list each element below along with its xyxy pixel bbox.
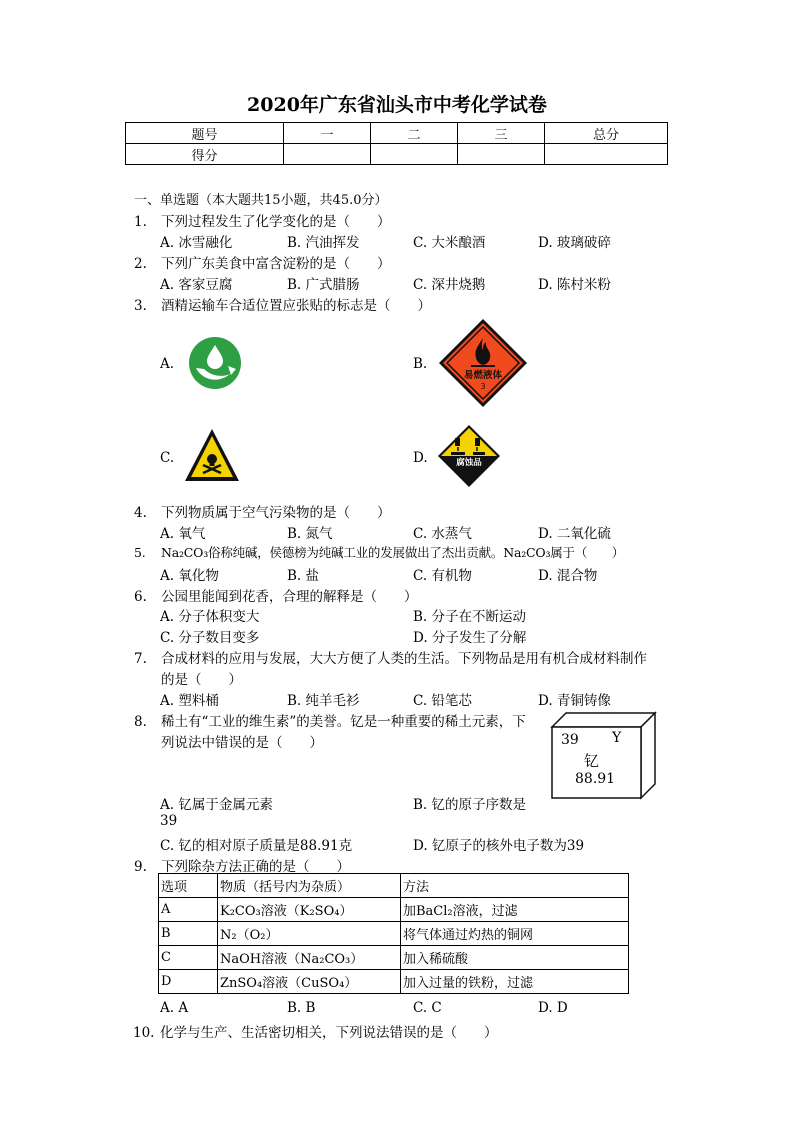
option[interactable]: B. 纯羊毛衫 (287, 693, 360, 709)
question-3: 3. 酒精运输车合适位置应张贴的标志是（ ） (134, 298, 431, 314)
table-cell: A (159, 898, 218, 922)
table-cell: K₂CO₃溶液（K₂SO₄） (218, 898, 401, 922)
option[interactable]: B. 盐 (287, 568, 320, 584)
question-8: 8. 稀土有“工业的维生素”的美誉。钇是一种重要的稀土元素，下 (134, 714, 526, 730)
table-cell: B (159, 922, 218, 946)
score-header-cell: 题号 (126, 123, 284, 144)
option[interactable]: C. 有机物 (413, 568, 472, 584)
table-cell: 将气体通过灼热的铜网 (401, 922, 629, 946)
table-header-cell: 选项 (159, 874, 218, 898)
table-cell: 加BaCl₂溶液，过滤 (401, 898, 629, 922)
table-cell: 加入过量的铁粉，过滤 (401, 970, 629, 994)
element-mass: 88.91 (575, 771, 616, 787)
option[interactable]: D. 混合物 (538, 568, 598, 584)
impurity-table (158, 873, 629, 994)
option[interactable]: A. (160, 356, 175, 372)
option[interactable]: B. 广式腊肠 (287, 277, 360, 293)
option[interactable]: C. (160, 450, 175, 466)
option[interactable]: B. 钇的原子序数是 (413, 797, 527, 813)
option[interactable]: C. C (413, 1000, 442, 1016)
option[interactable]: C. 钇的相对原子质量是88.91克 (160, 838, 353, 854)
question-8-cont: 列说法中错误的是（ ） (161, 735, 323, 751)
question-9: 9. 下列除杂方法正确的是（ ） (134, 859, 350, 875)
score-header-cell: 总分 (545, 123, 668, 144)
option[interactable]: D. 陈村米粉 (538, 277, 611, 293)
option[interactable]: A. 钇属于金属元素 (160, 797, 273, 813)
option[interactable]: B. (413, 356, 428, 372)
section-heading: 一、单选题（本大题共15小题，共45.0分） (134, 193, 388, 208)
option[interactable]: A. 塑料桶 (160, 693, 219, 709)
question-7-cont: 的是（ ） (161, 672, 242, 688)
question-2: 2. 下列广东美食中富含淀粉的是（ ） (134, 256, 391, 272)
table-row (159, 898, 629, 922)
score-header-cell: 二 (371, 123, 458, 144)
score-row-label: 得分 (126, 144, 284, 165)
option[interactable]: A. A (160, 1000, 189, 1016)
sign-b-label: 易燃液体 (463, 370, 502, 381)
option[interactable]: A. 分子体积变大 (160, 609, 260, 625)
table-cell: NaOH溶液（Na₂CO₃） (218, 946, 401, 970)
option-cont: 39 (160, 813, 178, 829)
recycle-sign-icon (188, 336, 242, 390)
question-10: 10. 化学与生产、生活密切相关，下列说法错误的是（ ） (133, 1025, 498, 1041)
element-name: 钇 (584, 752, 600, 770)
question-1: 1. 下列过程发生了化学变化的是（ ） (134, 214, 391, 230)
question-4: 4. 下列物质属于空气污染物的是（ ） (134, 505, 391, 521)
option[interactable]: D. 分子发生了分解 (413, 630, 527, 646)
option[interactable]: D. 玻璃破碎 (538, 235, 611, 251)
sign-b-number: 3 (480, 382, 486, 391)
option[interactable]: A. 客家豆腐 (160, 277, 233, 293)
flammable-liquid-sign-icon (438, 318, 528, 408)
table-row (159, 946, 629, 970)
option[interactable]: C. 水蒸气 (413, 526, 472, 542)
option[interactable]: B. 氮气 (287, 526, 333, 542)
option[interactable]: D. (413, 450, 428, 466)
toxic-warning-sign-icon (183, 427, 241, 483)
question-7: 7. 合成材料的应用与发展，大大方便了人类的生活。下列物品是用有机合成材料制作 (134, 651, 647, 667)
option[interactable]: D. 青铜铸像 (538, 693, 611, 709)
table-cell: D (159, 970, 218, 994)
option[interactable]: D. 钇原子的核外电子数为39 (413, 838, 585, 854)
score-cell[interactable] (284, 144, 371, 165)
score-header-cell: 三 (458, 123, 545, 144)
option[interactable]: A. 氧气 (160, 526, 206, 542)
page-title: 2020年广东省汕头市中考化学试卷 (247, 94, 547, 116)
table-cell: N₂（O₂） (218, 922, 401, 946)
option[interactable]: C. 铅笔芯 (413, 693, 472, 709)
table-row (159, 970, 629, 994)
option[interactable]: C. 大米酿酒 (413, 235, 486, 251)
option[interactable]: B. B (287, 1000, 316, 1016)
table-cell: ZnSO₄溶液（CuSO₄） (218, 970, 401, 994)
table-header-cell: 方法 (401, 874, 629, 898)
option[interactable]: C. 深井烧鹅 (413, 277, 486, 293)
element-number: 39 (561, 732, 579, 748)
option[interactable]: C. 分子数目变多 (160, 630, 260, 646)
option[interactable]: A. 冰雪融化 (160, 235, 233, 251)
sign-d-label: 腐蚀品 (456, 458, 482, 468)
score-cell[interactable] (545, 144, 668, 165)
table-cell: 加入稀硫酸 (401, 946, 629, 970)
score-cell[interactable] (458, 144, 545, 165)
question-5: 5. Na₂CO₃俗称纯碱，侯德榜为纯碱工业的发展做出了杰出贡献。Na₂CO₃属于（ ） (134, 545, 625, 560)
score-cell[interactable] (371, 144, 458, 165)
score-table (125, 122, 668, 165)
option[interactable]: B. 汽油挥发 (287, 235, 360, 251)
question-6: 6. 公园里能闻到花香，合理的解释是（ ） (134, 589, 418, 605)
score-table-row (126, 144, 668, 165)
table-header-cell: 物质（括号内为杂质） (218, 874, 401, 898)
score-table-header (126, 123, 668, 144)
option[interactable]: D. 二氧化硫 (538, 526, 611, 542)
table-row (159, 922, 629, 946)
impurity-table-header (159, 874, 629, 898)
table-cell: C (159, 946, 218, 970)
score-header-cell: 一 (284, 123, 371, 144)
element-symbol: Y (612, 730, 622, 746)
option[interactable]: D. D (538, 1000, 568, 1016)
option[interactable]: B. 分子在不断运动 (413, 609, 527, 625)
option[interactable]: A. 氧化物 (160, 568, 219, 584)
